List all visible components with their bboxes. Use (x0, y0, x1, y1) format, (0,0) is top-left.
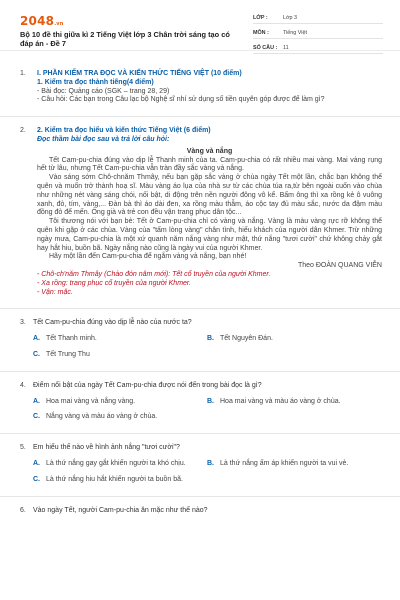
glossary-item: - Xa rồng: trang phục cổ truyền của người Khmer. (37, 279, 191, 287)
question-text: Điểm nổi bật của ngày Tết Cam-pu-chia được nói đến trong bài đọc là gì? (33, 381, 262, 389)
passage-paragraph: Tết Cam-pu-chia đúng vào dịp lễ Thanh minh của ta. Cam-pu-chia có rất nhiều mai vàng. Mai vàng rụng hết từ lâu, nhưng Tết Cam-pu-chia vẫn tràn đầy sắc vàng và nắng. (37, 156, 382, 173)
section-title: 2. Kiểm tra đọc hiểu và kiến thức Tiếng Việt (6 điểm) (37, 127, 211, 135)
meta-key: LỚP : (253, 14, 268, 21)
site-logo[interactable] (20, 14, 64, 28)
meta-class-row (253, 12, 383, 24)
option-letter: C. (33, 413, 40, 421)
option-text: Hoa mai vàng và màu áo vàng ở chùa. (220, 397, 341, 405)
reading-passage (33, 148, 382, 271)
option-text: Tết Thanh minh. (46, 335, 97, 343)
question-line: - Câu hỏi: Các bạn trong Câu lạc bộ Nghệ sĩ nhí sử dụng số tiền quyên góp được để làm gì? (37, 96, 325, 104)
option-text: Tết Trung Thu (46, 350, 90, 358)
option-c[interactable] (33, 476, 207, 485)
answer-options (33, 335, 382, 360)
glossary-item: - Chô-ch'năm Thmây (Chào đón năm mới): Tết cổ truyền của người Khmer. (37, 270, 271, 278)
option-letter: A. (33, 335, 40, 343)
question-text: Vào ngày Tết, người Cam-pu-chia ăn mặc như thế nào? (33, 506, 208, 514)
option-letter: C. (33, 475, 40, 483)
part-title: I. PHẦN KIỂM TRA ĐỌC VÀ KIẾN THỨC TIẾNG VIỆT (10 điểm) (37, 70, 242, 77)
option-c[interactable] (33, 413, 207, 422)
option-text: Hoa mai vàng và nắng vàng. (46, 397, 136, 405)
document-meta (253, 12, 383, 57)
option-text: Nắng vàng và màu áo vàng ở chùa. (46, 413, 158, 421)
passage-paragraph: Hãy một lần đến Cam-pu-chia để ngắm vàng và nắng, bạn nhé! (49, 253, 247, 261)
option-b[interactable] (207, 460, 381, 469)
question-1 (20, 70, 382, 105)
exam-content (20, 70, 382, 526)
option-letter: B. (207, 335, 214, 343)
option-text: Là thứ nắng ấm áp khiến người ta vui vẻ. (220, 459, 349, 467)
answer-options (33, 460, 382, 485)
question-text: Em hiểu thế nào về hình ảnh nắng "tươi cười"? (33, 444, 180, 452)
meta-value: 11 (283, 44, 289, 51)
option-text: Là thứ nắng gay gắt khiến người ta khó chịu. (46, 459, 186, 467)
meta-key: SỐ CÂU : (253, 44, 278, 51)
divider (0, 371, 400, 372)
divider (0, 496, 400, 497)
question-text: Tết Cam-pu-chia đúng vào dịp lễ nào của nước ta? (33, 319, 192, 327)
question-number: 1. (20, 70, 26, 77)
option-text: Tết Nguyên Đán. (220, 335, 273, 343)
meta-subject-row (253, 27, 383, 39)
option-letter: B. (207, 459, 214, 467)
meta-value: Tiếng Việt (283, 29, 307, 36)
question-3 (20, 319, 382, 359)
passage-author: Theo ĐOÀN QUANG VIỄN (297, 262, 382, 270)
option-a[interactable] (33, 335, 207, 344)
glossary-item: - Vận: mặc. (37, 288, 73, 296)
meta-value: Lớp 3 (283, 14, 298, 21)
divider (0, 116, 400, 117)
option-letter: B. (207, 397, 214, 405)
question-number: 5. (20, 444, 26, 452)
question-number: 6. (20, 506, 26, 514)
reading-line: - Bài đọc: Quảng cáo (SGK – trang 28, 29) (37, 87, 170, 95)
option-b[interactable] (207, 398, 381, 407)
question-number: 3. (20, 319, 26, 327)
question-4 (20, 382, 382, 422)
logo-text: 2048 (20, 14, 55, 28)
option-b[interactable] (207, 335, 381, 344)
option-a[interactable] (33, 398, 207, 407)
document-title: Bộ 10 đề thi giữa kì 2 Tiếng Việt lớp 3 Chân trời sáng tạo có đáp án - Đề 7 (20, 30, 230, 48)
option-a[interactable] (33, 460, 207, 469)
question-5 (20, 444, 382, 484)
logo-suffix: .vn (54, 21, 64, 27)
meta-count-row (253, 42, 383, 54)
passage-paragraph: Vào sáng sớm Chô-chnăm Thmây, nếu bạn gặp sắc vàng ở chùa ngày Tết một lần, chắc bạn không thể quên và muốn trở thành hoạ sĩ. Màu vàng áo lụa của nhà sư từ các chùa túa ra,từ bên ngoài cuốn vào chùa như những nét vàng sáng chói, nối bật, di động trên nền người đông vô kể. Bấm ông thì xa rồng kẻ ô vuông xanh, đỏ, tím, vàng,... Đàn bà thì áo dài đen, xa rồng màu thẫm, áo cộc tay đủ màu sắc, nước da đậm màu đồng đỏ để mến. Ông già và trẻ con đều vận trang phục dân tộc... (37, 174, 382, 217)
divider (0, 308, 400, 309)
question-6 (20, 507, 382, 516)
question-number: 2. (20, 127, 26, 135)
instruction: Đọc thầm bài đọc sau và trả lời câu hỏi: (37, 135, 170, 143)
answer-options (33, 398, 382, 423)
option-text: Là thứ nắng hiu hắt khiến người ta buồn bã. (46, 475, 183, 483)
option-letter: C. (33, 350, 40, 358)
option-letter: A. (33, 459, 40, 467)
question-number: 4. (20, 381, 26, 389)
question-2 (20, 127, 382, 297)
divider (0, 433, 400, 434)
passage-paragraph: Tôi thương nói với bạn bè: Tết ở Cam-pu-chia chỉ có vàng và nắng. Vàng là màu vàng rực rỡ không thể quên khi gặp ở các chùa. Vàng của "tấm lòng vàng" chân tình, hiếu khách của người dân Khmer. Trừ những ngày mưa, Cam-pu-chia là một xứ quanh năm nắng vàng như mật, thứ nắng "tươi cười" chứ không chảy gắt hay hắt hiu, buồn bã. Ngày nắng nào cũng là ngày vui của người Khmer. (37, 218, 382, 252)
option-letter: A. (33, 397, 40, 405)
meta-key: MÔN : (253, 29, 269, 36)
option-c[interactable] (33, 351, 207, 360)
section-title: 1. Kiểm tra đọc thành tiếng(4 điểm) (37, 78, 154, 86)
page-header (0, 0, 400, 51)
passage-title: Vàng và nắng (186, 147, 233, 155)
